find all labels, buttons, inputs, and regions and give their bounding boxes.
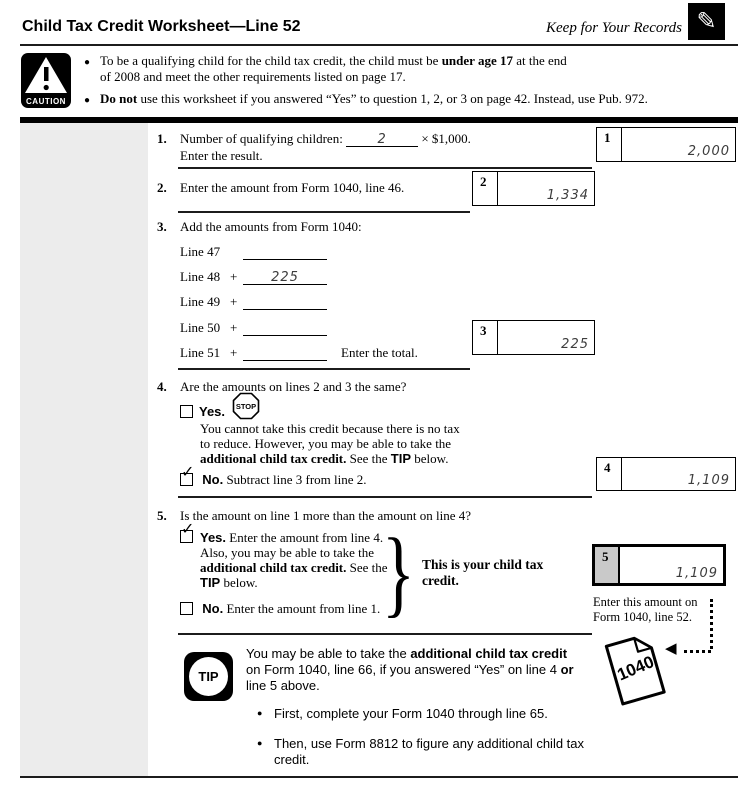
line4-yes-checkbox[interactable] xyxy=(180,405,193,418)
line48-row: Line 48 + 225 xyxy=(180,269,327,285)
pencil-icon: ✎ xyxy=(688,3,725,40)
line3-amount-box[interactable] xyxy=(472,320,595,355)
line4-yes-label: Yes. xyxy=(199,403,226,419)
dotted-line-horizontal xyxy=(684,650,711,653)
tip-bullet-1: ● First, complete your Form 1040 through line 65. xyxy=(257,706,548,721)
line4-no-row: ✓ No. Subtract line 3 from line 2. xyxy=(181,462,367,487)
line1-number: 1. xyxy=(157,131,167,146)
enter-on-1040-note: Enter this amount on Form 1040, line 52. xyxy=(593,595,698,624)
tip-icon: TIP xyxy=(184,652,233,701)
line3-heading: Add the amounts from Form 1040: xyxy=(180,219,362,234)
caution-note xyxy=(84,53,704,115)
line51-row: Line 51 + Enter the total. xyxy=(180,345,418,360)
check-icon: ✓ xyxy=(181,462,195,481)
line1-amount-value: 2,000 xyxy=(687,144,730,159)
line50-row: Line 50 + xyxy=(180,320,327,336)
line50-input[interactable] xyxy=(243,335,327,336)
caution-bullet-1 xyxy=(84,53,704,85)
caution-bullet-1-text: To be a qualifying child for the child tax credit, the child must be under age 17 at the end of 2008 and meet the other requirements listed on page 17. xyxy=(100,53,567,84)
line4-divider xyxy=(178,496,592,498)
line49-input[interactable] xyxy=(243,309,327,310)
header-divider xyxy=(20,44,738,46)
stop-icon xyxy=(232,392,260,424)
line3-divider xyxy=(178,368,470,370)
bullet-icon: ● xyxy=(84,95,91,106)
line5-amount-box[interactable] xyxy=(592,544,726,586)
svg-text:1040: 1040 xyxy=(614,652,657,685)
line4-question: Are the amounts on lines 2 and 3 the same? xyxy=(180,379,407,394)
line5-no-checkbox[interactable] xyxy=(180,602,193,615)
line5-yes-note: Yes. Enter the amount from line 4. Also, you may be able to take the additional child tax credit. See the TIP below. xyxy=(200,530,388,590)
line5-question: Is the amount on line 1 more than the amount on line 4? xyxy=(180,508,471,523)
svg-text:CAUTION: CAUTION xyxy=(26,97,66,106)
line4-no-label: No. xyxy=(202,472,224,487)
box-label: 4 xyxy=(597,458,622,490)
line2-divider xyxy=(178,211,470,213)
line4-yes-note: You cannot take this credit because there is no tax to reduce. However, you may be able to take the additional child tax credit. See the TIP below. xyxy=(200,421,460,466)
bullet-icon: ● xyxy=(84,57,91,68)
line5-yes-checkbox[interactable] xyxy=(180,519,195,543)
line3-number: 3. xyxy=(157,219,167,234)
bullet-icon: ● xyxy=(257,738,263,748)
line5-divider xyxy=(178,633,592,635)
page-title: Child Tax Credit Worksheet—Line 52 xyxy=(22,18,301,35)
line51-input[interactable] xyxy=(243,360,327,361)
line49-row: Line 49 + xyxy=(180,294,327,310)
line5-amount-value: 1,109 xyxy=(675,566,718,581)
line5-no-row: No. Enter the amount from line 1. xyxy=(180,601,380,617)
line1-divider xyxy=(178,167,592,169)
line2-number: 2. xyxy=(157,180,167,195)
line2-amount-value: 1,334 xyxy=(546,188,589,203)
box-label: 1 xyxy=(597,128,622,161)
left-gray-band xyxy=(20,123,148,776)
line2-text: Enter the amount from Form 1040, line 46. xyxy=(180,180,405,195)
caution-bullet-2 xyxy=(84,91,704,109)
qualifying-children-input[interactable]: 2 xyxy=(346,133,418,147)
caution-icon xyxy=(21,53,71,112)
line4-number: 4. xyxy=(157,379,167,394)
box-label: 3 xyxy=(473,321,498,354)
form-1040-icon xyxy=(590,626,682,718)
line47-input[interactable] xyxy=(243,259,327,260)
line4-no-checkbox[interactable] xyxy=(180,462,195,486)
bullet-icon: ● xyxy=(257,708,263,718)
arrow-left-icon: ◀ xyxy=(665,641,677,657)
line1-text-2: Enter the result. xyxy=(180,148,263,163)
tip-bullet-2: ● Then, use Form 8812 to figure any additional child tax credit. xyxy=(257,736,585,767)
svg-text:STOP: STOP xyxy=(235,402,257,411)
line1-amount-box[interactable] xyxy=(596,127,736,162)
line47-row: Line 47 xyxy=(180,244,327,260)
dotted-line-vertical xyxy=(710,599,713,649)
check-icon: ✓ xyxy=(181,519,195,538)
caution-bullet-2-text: Do not use this worksheet if you answered “Yes” to question 1, 2, or 3 on page 42. Instead, use Pub. 972. xyxy=(100,91,648,106)
line4-amount-box[interactable] xyxy=(596,457,736,491)
bottom-divider xyxy=(20,776,738,778)
line5-number: 5. xyxy=(157,508,167,523)
box-label: 5 xyxy=(595,547,620,583)
child-tax-credit-label: This is your child tax credit. xyxy=(422,557,544,588)
keep-for-records-label: Keep for Your Records xyxy=(546,20,682,36)
line3-amount-value: 225 xyxy=(561,337,589,352)
line5-no-label: No. xyxy=(202,601,224,616)
line2-amount-box[interactable] xyxy=(472,171,595,206)
line4-amount-value: 1,109 xyxy=(687,473,730,488)
brace-glyph: } xyxy=(382,519,415,627)
line48-input[interactable]: 225 xyxy=(243,270,327,285)
line1-text: Number of qualifying children: 2 × $1,000. xyxy=(180,131,471,147)
tip-note: You may be able to take the additional child tax credit on Form 1040, line 66, if you answered “Yes” on line 4 or line 5 above. xyxy=(246,646,574,693)
box-label: 2 xyxy=(473,172,498,205)
enter-total-label: Enter the total. xyxy=(341,345,418,360)
